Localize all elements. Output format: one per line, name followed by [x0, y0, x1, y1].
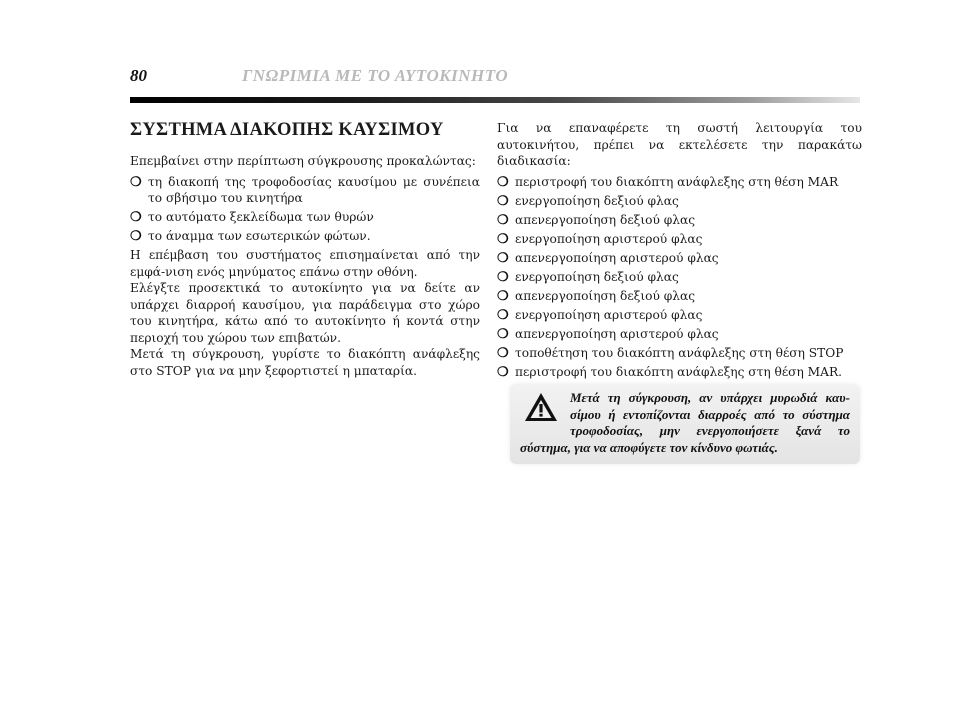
paragraph-ignition-stop: Μετά τη σύγκρουση, γυρίστε το διακόπτη ανάφλεξης στο STOP για να μην ξεφορτιστεί η μπαταρία. — [130, 347, 480, 378]
warning-message: Μετά τη σύγκρουση, αν υπάρχει μυρωδιά καυ-σίμου ή εντοπίζονται διαρροές από το σύστημα τροφοδοσίας, μην ενεργοποιήσετε ξανά το σύστημα, για να αποφύγετε τον κίνδυνο φωτιάς. — [520, 390, 850, 455]
left-column — [130, 120, 480, 379]
list-item: ❍ το άναμμα των εσωτερικών φώτων. — [130, 229, 371, 244]
paragraph-indication: Η επέμβαση του συστήματος επισημαίνεται από την εμφά-νιση ενός μηνύματος επάνω στην οθόνη. — [130, 248, 480, 279]
left-bullet-list — [130, 174, 480, 245]
paragraph-check-leak: Ελέγξτε προσεκτικά το αυτοκίνητο για να δείτε αν υπάρχει διαρροή καυσίμου, για παράδειγμα στο χώρο του κινητήρα, κάτω από το αυτοκίνητο ή κοντά στην περιοχή του χώρου των επιβατών. — [130, 281, 480, 345]
list-item: ❍ τη διακοπή της τροφοδοσίας καυσίμου με συνέπεια το σβήσιμο του κινητήρα — [130, 174, 480, 205]
left-intro: Επεμβαίνει στην περίπτωση σύγκρουσης προκαλώντας: — [130, 154, 476, 168]
right-intro: Για να επαναφέρετε τη σωστή λειτουργία του αυτοκινήτου, πρέπει να εκτελέσετε την παρακάτω διαδικασία: — [497, 121, 862, 168]
bullet-icon: ❍ — [497, 193, 509, 209]
list-item: ❍ περιστροφή του διακόπτη ανάφλεξης στη θέση MAR. — [497, 364, 843, 380]
bullet-icon: ❍ — [497, 231, 509, 247]
bullet-icon: ❍ — [130, 174, 142, 190]
list-item: ❍ απενεργοποίηση αριστερού φλας — [497, 326, 719, 342]
list-item: ❍ απενεργοποίηση αριστερού φλας — [497, 250, 719, 266]
section-title: ΣΥΣΤΗΜΑ ΔΙΑΚΟΠΗΣ ΚΑΥΣΙΜΟΥ — [130, 120, 444, 140]
list-item: ❍ απενεργοποίηση δεξιού φλας — [497, 288, 696, 304]
bullet-icon: ❍ — [497, 345, 509, 361]
page-number: 80 — [130, 66, 147, 85]
bullet-icon: ❍ — [497, 364, 509, 380]
bullet-icon: ❍ — [497, 288, 509, 304]
bullet-icon: ❍ — [130, 229, 142, 244]
bullet-icon: ❍ — [497, 174, 509, 190]
page-header — [130, 66, 860, 90]
procedure-list — [497, 174, 862, 381]
bullet-icon: ❍ — [497, 269, 509, 285]
running-title: ΓΝΩΡΙΜΙΑ ΜΕ ΤΟ ΑΥΤΟΚΙΝΗΤΟ — [242, 66, 509, 85]
right-column — [497, 120, 862, 383]
list-item: ❍ το αυτόματο ξεκλείδωμα των θυρών — [130, 210, 374, 225]
bullet-icon: ❍ — [497, 307, 509, 323]
list-item: ❍ περιστροφή του διακόπτη ανάφλεξης στη θέση MAR — [497, 174, 839, 190]
bullet-icon: ❍ — [130, 210, 142, 225]
list-item: ❍ τοποθέτηση του διακόπτη ανάφλεξης στη θέση STOP — [497, 345, 844, 361]
list-item: ❍ ενεργοποίηση αριστερού φλας — [497, 307, 703, 323]
bullet-icon: ❍ — [497, 326, 509, 342]
list-item: ❍ ενεργοποίηση δεξιού φλας — [497, 269, 679, 285]
bullet-icon: ❍ — [497, 250, 509, 266]
list-item: ❍ ενεργοποίηση δεξιού φλας — [497, 193, 679, 209]
warning-box — [510, 384, 860, 464]
bullet-icon: ❍ — [497, 212, 509, 228]
header-rule — [130, 97, 860, 103]
warning-text-block — [520, 390, 850, 456]
list-item: ❍ ενεργοποίηση αριστερού φλας — [497, 231, 703, 247]
list-item: ❍ απενεργοποίηση δεξιού φλας — [497, 212, 696, 228]
